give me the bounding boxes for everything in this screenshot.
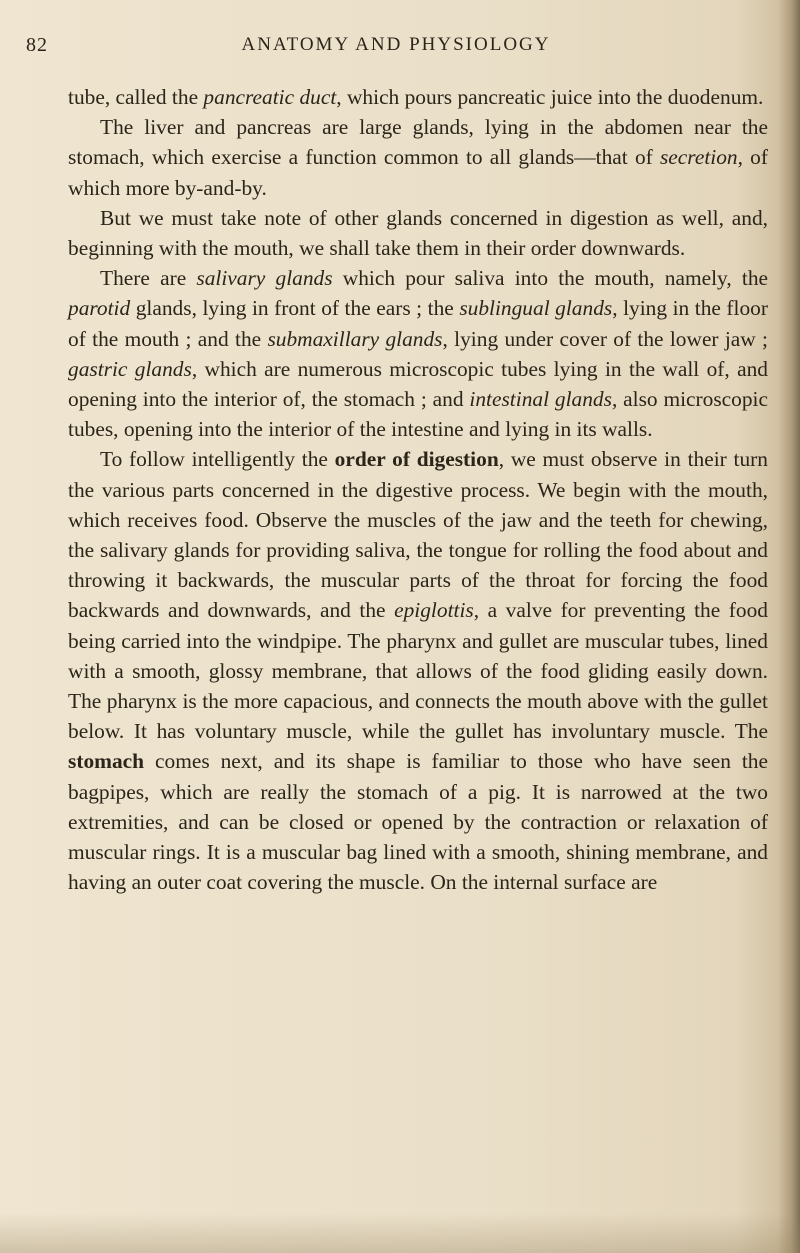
paragraph xyxy=(68,112,768,203)
page-header xyxy=(26,34,766,64)
paragraph xyxy=(68,82,768,112)
italic-term: intestinal glands xyxy=(469,387,612,412)
italic-term: parotid xyxy=(68,296,131,321)
paragraph xyxy=(68,263,768,444)
text-run: , also microscopic tubes, opening into the interior of the intestine and lying in its walls. xyxy=(68,387,768,442)
paragraph xyxy=(68,203,768,263)
text-run: There are xyxy=(100,266,197,291)
italic-term: submaxillary glands xyxy=(267,326,443,351)
italic-term: epiglottis xyxy=(394,598,474,623)
text-run: But we must take note of other glands concerned in digestion as well, and, beginning with the mouth, we shall take them in their order downwards. xyxy=(68,205,768,261)
text-run: , which are numerous microscopic tubes lying in the wall of, and opening into the interior of, the stomach ; and xyxy=(68,356,768,412)
bold-term: order of digestion xyxy=(334,447,499,472)
page-number: 82 xyxy=(26,34,48,56)
text-run: The liver and pancreas are large glands, lying in the abdomen near the stomach, which exercise a function common to all glands—that of xyxy=(68,115,768,170)
text-run: which pour saliva into the mouth, namely, the xyxy=(332,266,769,291)
italic-term: gastric glands xyxy=(68,356,192,381)
text-run: , a valve for preventing the food being carried into the windpipe. The pharynx and gullet are muscular tubes, lined with a smooth, glossy membrane, that allows of the food gliding easily down. The pharynx is the more capacious, and connects the mouth above with the gullet below. It has voluntary muscle, while the gullet has involuntary muscle. The xyxy=(68,598,768,744)
paragraph xyxy=(68,444,768,897)
running-head: ANATOMY AND PHYSIOLOGY xyxy=(241,34,551,55)
italic-term: sublingual glands xyxy=(459,296,613,321)
italic-term: salivary glands xyxy=(196,266,333,291)
text-run: To follow intelligently the xyxy=(100,447,335,472)
italic-term: secretion xyxy=(659,145,738,170)
page-bottom-shadow xyxy=(0,1213,800,1253)
text-run: comes next, and its shape is familiar to those who have seen the bagpipes, which are really the stomach of a pig. It is narrowed at the two extremities, and can be closed or opened by the contraction or relaxation of muscular rings. It is a muscular bag lined with a smooth, shining membrane, and having an outer coat covering the muscle. On the internal surface are xyxy=(68,749,768,895)
page-edge-shadow xyxy=(778,0,800,1253)
text-run: , of which more by-and-by. xyxy=(68,145,768,200)
body-text xyxy=(68,82,768,897)
italic-term: pancreatic duct xyxy=(203,85,337,109)
text-run: glands, lying in front of the ears ; the xyxy=(130,296,460,321)
text-run: , we must observe in their turn the various parts concerned in the digestive process. We begin with the mouth, which receives food. Observe the muscles of the jaw and the teeth for chewing, the salivary glands for providing saliva, the tongue for rolling the food about and throwing it backwards, the muscular parts of the throat for forcing the food backwards and downwards, and the xyxy=(68,447,768,623)
text-run: tube, called the xyxy=(68,85,204,109)
text-run: , which pours pancreatic juice into the duodenum. xyxy=(336,85,764,109)
text-run: , lying under cover of the lower jaw ; xyxy=(442,326,769,351)
text-run: , lying in the floor of the mouth ; and the xyxy=(68,296,768,351)
bold-term: stomach xyxy=(68,749,145,774)
